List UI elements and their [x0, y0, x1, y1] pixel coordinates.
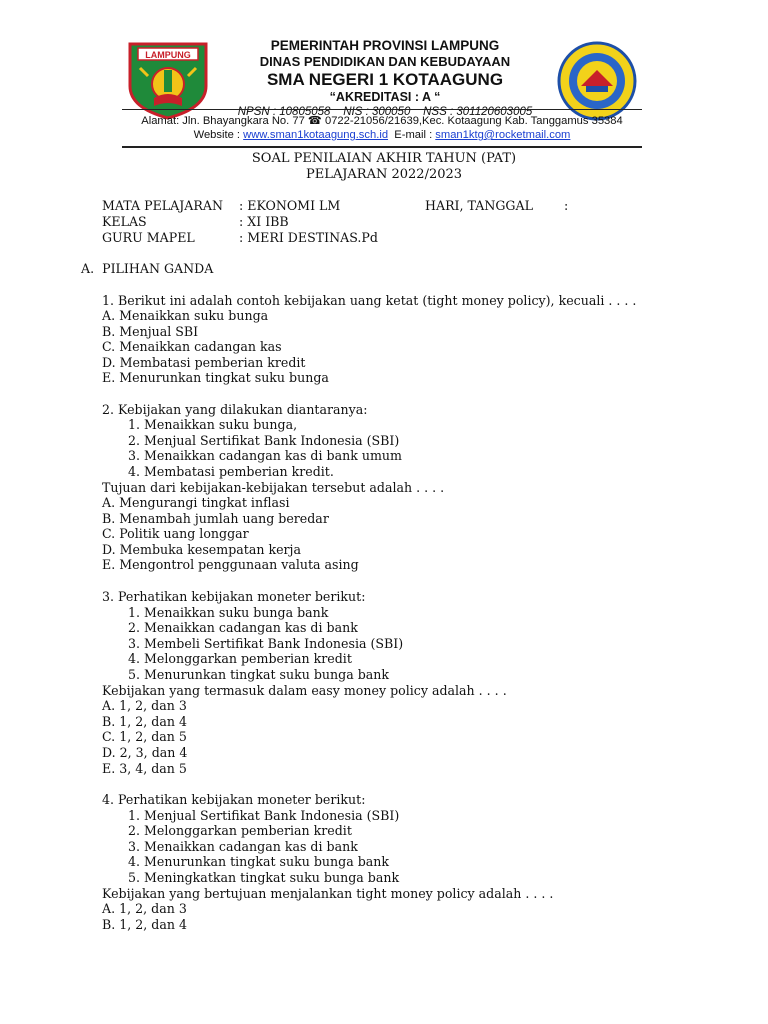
school-address: Alamat: Jln. Bhayangkara No. 77 ☎ 0722-21056/21639,Kec. Kotaagung Kab. Tanggamus 35384 [141, 115, 623, 127]
email-label: E-mail : [388, 129, 436, 141]
teacher-value: : MERI DESTINAS.Pd [239, 230, 378, 245]
q3-item-1: 1. Menaikkan suku bunga bank [128, 605, 329, 620]
government-name: PEMERINTAH PROVINSI LAMPUNG [270, 38, 500, 53]
q3-item-5: 5. Menurunkan tingkat suku bunga bank [128, 667, 390, 682]
q1-option-b: B. Menjual SBI [102, 324, 199, 339]
exam-year: PELAJARAN 2022/2023 [305, 167, 463, 182]
website-label: Website : [193, 129, 244, 141]
q3-item-3: 3. Membeli Sertifikat Bank Indonesia (SBI) [128, 636, 404, 651]
exam-title: SOAL PENILAIAN AKHIR TAHUN (PAT) [251, 151, 517, 166]
accreditation: “AKREDITASI : A “ [329, 90, 441, 104]
q4-item-3: 3. Menaikkan cadangan kas di bank [128, 839, 358, 854]
letterhead-divider-bottom [122, 146, 642, 148]
date-label: HARI, TANGGAL [425, 198, 533, 213]
q2-option-c: C. Politik uang longgar [102, 526, 249, 541]
q4-prompt: Kebijakan yang bertujuan menjalankan tight money policy adalah . . . . [102, 886, 554, 901]
school-name: SMA NEGERI 1 KOTAAGUNG [266, 70, 504, 89]
q2-prompt: Tujuan dari kebijakan-kebijakan tersebut adalah . . . . [102, 480, 445, 495]
q4-option-a: A. 1, 2, dan 3 [102, 901, 187, 916]
question-3: 3. Perhatikan kebijakan moneter berikut: [102, 589, 366, 604]
q1-option-d: D. Membatasi pemberian kredit [102, 355, 306, 370]
school-contact [120, 114, 644, 142]
date-value: : [564, 198, 569, 213]
department-name: DINAS PENDIDIKAN DAN KEBUDAYAAN [259, 54, 511, 69]
letterhead-text [220, 38, 550, 119]
teacher-label: GURU MAPEL [102, 230, 195, 245]
q1-option-c: C. Menaikkan cadangan kas [102, 339, 282, 354]
q2-option-d: D. Membuka kesempatan kerja [102, 542, 301, 557]
q4-item-5: 5. Meningkatkan tingkat suku bunga bank [128, 870, 400, 885]
q3-option-d: D. 2, 3, dan 4 [102, 745, 188, 760]
email-link[interactable]: sman1ktg@rocketmail.com [435, 129, 571, 141]
question-1: 1. Berikut ini adalah contoh kebijakan uang ketat (tight money policy), kecuali . . . . [102, 293, 637, 308]
school-ids: NPSN : 10805058 NIS : 300050 NSS : 301120603005 [237, 106, 533, 118]
contact-line [120, 128, 644, 142]
q3-item-2: 2. Menaikkan cadangan kas di bank [128, 620, 358, 635]
q2-option-b: B. Menambah jumlah uang beredar [102, 511, 329, 526]
q2-item-1: 1. Menaikkan suku bunga, [128, 417, 298, 432]
q3-item-4: 4. Melonggarkan pemberian kredit [128, 651, 352, 666]
letterhead-divider-top [122, 109, 642, 110]
q3-option-e: E. 3, 4, dan 5 [102, 761, 187, 776]
q4-item-4: 4. Menurunkan tingkat suku bunga bank [128, 854, 390, 869]
q4-item-1: 1. Menjual Sertifikat Bank Indonesia (SBI) [128, 808, 400, 823]
q1-option-a: A. Menaikkan suku bunga [102, 308, 269, 323]
q4-item-2: 2. Melonggarkan pemberian kredit [128, 823, 352, 838]
q2-option-e: E. Mengontrol penggunaan valuta asing [102, 557, 359, 572]
q2-item-2: 2. Menjual Sertifikat Bank Indonesia (SBI) [128, 433, 400, 448]
q2-item-4: 4. Membatasi pemberian kredit. [128, 464, 334, 479]
q2-item-3: 3. Menaikkan cadangan kas di bank umum [128, 448, 402, 463]
q4-option-b: B. 1, 2, dan 4 [102, 917, 187, 932]
subject-value: : EKONOMI LM [239, 198, 341, 213]
question-2: 2. Kebijakan yang dilakukan diantaranya: [102, 402, 368, 417]
q3-prompt: Kebijakan yang termasuk dalam easy money policy adalah . . . . [102, 683, 507, 698]
class-value: : XI IBB [239, 214, 289, 229]
logo-lampung-text: LAMPUNG [145, 50, 191, 60]
question-4: 4. Perhatikan kebijakan moneter berikut: [102, 792, 366, 807]
q1-option-e: E. Menurunkan tingkat suku bunga [102, 370, 329, 385]
q3-option-c: C. 1, 2, dan 5 [102, 729, 187, 744]
subject-label: MATA PELAJARAN [102, 198, 223, 213]
website-link[interactable]: www.sman1kotaagung.sch.id [243, 129, 389, 141]
q3-option-b: B. 1, 2, dan 4 [102, 714, 187, 729]
q3-option-a: A. 1, 2, dan 3 [102, 698, 187, 713]
class-label: KELAS [102, 214, 147, 229]
q2-option-a: A. Mengurangi tingkat inflasi [102, 495, 290, 510]
section-heading: A. PILIHAN GANDA [81, 261, 214, 276]
